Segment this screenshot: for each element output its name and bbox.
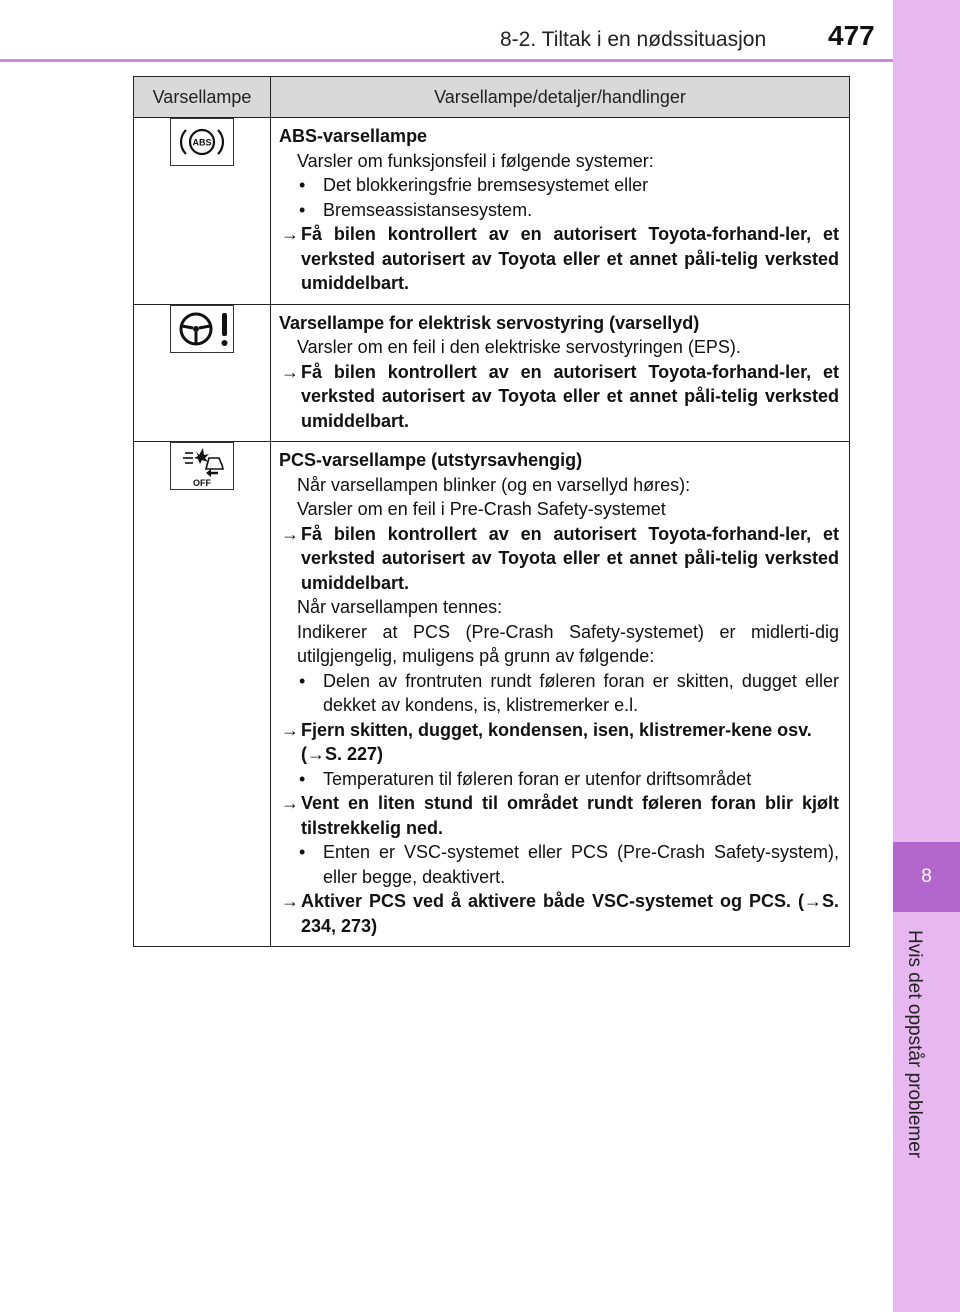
table-row [134,442,850,947]
page-reference: (→S. 227) [301,744,384,764]
details-cell [271,442,850,947]
table-header-row [134,77,850,118]
svg-text:OFF: OFF [193,478,211,488]
arrow-icon: → [281,891,299,911]
arrow-icon: → [281,793,299,813]
action-item: → Fjern skitten, dugget, kondensen, isen, klistremer-kene osv. [279,718,839,743]
chapter-title: Hvis det oppstår problemer [904,930,925,1159]
action-item: → Få bilen kontrollert av en autorisert Toyota-forhand-ler, et verksted autorisert av Toyota eller et annet påli-telig verksted umiddelbart. [279,360,839,434]
light-title: PCS-varsellampe (utstyrsavhengig) [279,450,583,470]
icon-cell [134,442,271,947]
abs-warning-icon [170,118,234,166]
section-title: 8-2. Tiltak i en nødssituasjon [500,28,767,51]
description: Når varsellampen tennes: [297,597,503,617]
description: Indikerer at PCS (Pre-Crash Safety-systemet) er midlerti-dig utilgjengelig, muligens på grunn av følgende: [297,621,839,666]
bullet-item: • Det blokkeringsfrie bremsesystemet eller [299,175,649,195]
action-item: → Aktiver PCS ved å aktivere både VSC-systemet og PCS. (→S. 234, 273) [279,889,839,938]
warning-lights-table [133,76,850,947]
arrow-icon: → [281,523,299,544]
arrow-icon: → [281,719,299,740]
icon-cell [134,304,271,442]
bullet-item: • Enten er VSC-systemet eller PCS (Pre-Crash Safety-system), eller begge, deaktivert. [299,842,839,887]
column-header-details: Varsellampe/detaljer/handlinger [271,77,850,118]
table-row [134,304,850,442]
action-item: → Få bilen kontrollert av en autorisert Toyota-forhand-ler, et verksted autorisert av Toyota eller et annet påli-telig verksted umiddelbart. [279,222,839,296]
action-item: → Få bilen kontrollert av en autorisert Toyota-forhand-ler, et verksted autorisert av Toyota eller et annet påli-telig verksted umiddelbart. [279,522,839,596]
action-item: → Vent en liten stund til området rundt føleren foran blir kjølt tilstrekkelig ned. [279,791,839,840]
description: Når varsellampen blinker (og en varsellyd høres): [297,474,691,495]
description: Varsler om funksjonsfeil i følgende systemer: [297,150,654,171]
description: Varsler om en feil i Pre-Crash Safety-systemet [297,499,666,519]
column-header-light: Varsellampe [134,77,271,118]
light-title: ABS-varsellampe [279,126,428,146]
chapter-number: 8 [921,866,932,887]
header-divider [0,59,893,62]
icon-cell [134,118,271,305]
bullet-item: • Delen av frontruten rundt føleren foran er skitten, dugget eller dekket av kondens, is, klistremerker e.l. [299,670,839,715]
light-title: Varsellampe for elektrisk servostyring (varsellyd) [279,312,700,333]
arrow-icon: → [281,361,299,382]
pcs-off-warning-icon [170,442,234,490]
table-row [134,118,850,305]
bullet-item: • Temperaturen til føleren foran er utenfor driftsområdet [299,768,752,789]
bullet-item: • Bremseassistansesystem. [299,199,533,220]
power-steering-warning-icon [170,305,234,353]
arrow-icon: → [281,224,299,244]
page-number: 477 [828,20,875,51]
details-cell [271,304,850,442]
svg-text:ABS: ABS [192,137,212,148]
description: Varsler om en feil i den elektriske servostyringen (EPS). [297,337,741,357]
details-cell [271,118,850,305]
